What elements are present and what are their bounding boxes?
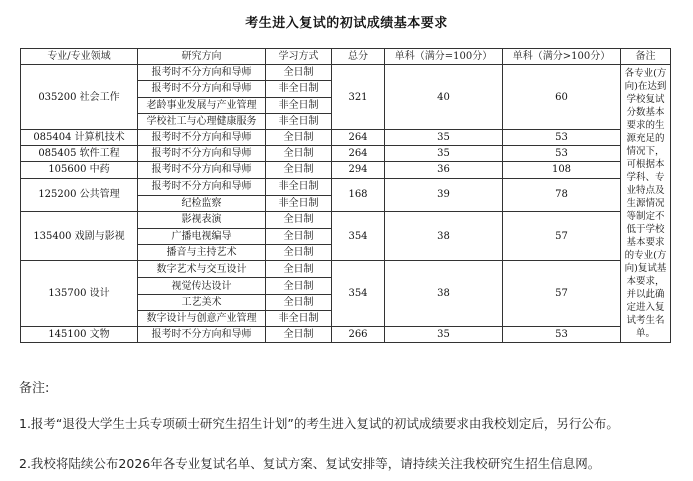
total-score-cell: 264 bbox=[332, 129, 385, 145]
table-header-row bbox=[21, 49, 671, 65]
table-row bbox=[21, 65, 671, 81]
total-score-cell: 354 bbox=[332, 261, 385, 327]
single-100-score-cell: 38 bbox=[385, 261, 503, 327]
requirements-table bbox=[20, 48, 671, 343]
study-mode-cell: 全日制 bbox=[266, 146, 332, 162]
major-cell: 145100 文物 bbox=[21, 327, 138, 343]
single-100-score-cell: 36 bbox=[385, 162, 503, 178]
single-over-100-score-cell: 57 bbox=[503, 261, 621, 327]
study-mode-cell: 全日制 bbox=[266, 278, 332, 294]
direction-cell: 数字设计与创意产业管理 bbox=[138, 310, 266, 326]
remark-cell: 各专业(方向)在达到学校复试分数基本要求的生源充足的情况下，可根据本学科、专业特点及生源情况等制定不低于学校基本要求的专业(方向)复试基本要求，并以此确定进入复试考生名单。 bbox=[621, 65, 671, 343]
direction-cell: 报考时不分方向和导师 bbox=[138, 162, 266, 178]
direction-cell: 报考时不分方向和导师 bbox=[138, 65, 266, 81]
notes-heading: 备注: bbox=[19, 381, 50, 396]
single-over-100-score-cell: 53 bbox=[503, 129, 621, 145]
note-2: 2.我校将陆续公布2026年各专业复试名单、复试方案、复试安排等，请持续关注我校研究生招生信息网。 bbox=[19, 456, 601, 471]
col-header-major: 专业/专业领域 bbox=[21, 49, 138, 65]
direction-cell: 工艺美术 bbox=[138, 294, 266, 310]
page-title: 考生进入复试的初试成绩基本要求 bbox=[245, 16, 448, 31]
study-mode-cell: 非全日制 bbox=[266, 195, 332, 211]
col-header-study-mode: 学习方式 bbox=[266, 49, 332, 65]
direction-cell: 报考时不分方向和导师 bbox=[138, 81, 266, 97]
col-header-remark: 备注 bbox=[621, 49, 671, 65]
total-score-cell: 266 bbox=[332, 327, 385, 343]
major-cell: 105600 中药 bbox=[21, 162, 138, 178]
single-over-100-score-cell: 57 bbox=[503, 211, 621, 261]
table-row bbox=[21, 129, 671, 145]
single-over-100-score-cell: 53 bbox=[503, 327, 621, 343]
direction-cell: 影视表演 bbox=[138, 211, 266, 228]
study-mode-cell: 全日制 bbox=[266, 294, 332, 310]
col-header-single-over-100: 单科（满分>100分） bbox=[503, 49, 621, 65]
total-score-cell: 294 bbox=[332, 162, 385, 178]
study-mode-cell: 非全日制 bbox=[266, 81, 332, 97]
study-mode-cell: 非全日制 bbox=[266, 310, 332, 326]
col-header-total: 总分 bbox=[332, 49, 385, 65]
direction-cell: 报考时不分方向和导师 bbox=[138, 146, 266, 162]
major-cell: 135400 戏剧与影视 bbox=[21, 211, 138, 261]
single-over-100-score-cell: 78 bbox=[503, 178, 621, 211]
single-100-score-cell: 35 bbox=[385, 146, 503, 162]
direction-cell: 纪检监察 bbox=[138, 195, 266, 211]
major-cell: 125200 公共管理 bbox=[21, 178, 138, 211]
study-mode-cell: 全日制 bbox=[266, 211, 332, 228]
note-1: 1.报考“退役大学生士兵专项硕士研究生招生计划”的考生进入复试的初试成绩要求由我校划定后，另行公布。 bbox=[19, 416, 619, 431]
direction-cell: 广播电视编导 bbox=[138, 228, 266, 244]
study-mode-cell: 全日制 bbox=[266, 245, 332, 261]
study-mode-cell: 全日制 bbox=[266, 129, 332, 145]
single-100-score-cell: 35 bbox=[385, 327, 503, 343]
total-score-cell: 354 bbox=[332, 211, 385, 261]
single-100-score-cell: 35 bbox=[385, 129, 503, 145]
single-over-100-score-cell: 60 bbox=[503, 65, 621, 130]
table-row bbox=[21, 327, 671, 343]
study-mode-cell: 全日制 bbox=[266, 162, 332, 178]
col-header-direction: 研究方向 bbox=[138, 49, 266, 65]
table-row bbox=[21, 261, 671, 278]
direction-cell: 播音与主持艺术 bbox=[138, 245, 266, 261]
total-score-cell: 264 bbox=[332, 146, 385, 162]
direction-cell: 报考时不分方向和导师 bbox=[138, 327, 266, 343]
major-cell: 085405 软件工程 bbox=[21, 146, 138, 162]
major-cell: 085404 计算机技术 bbox=[21, 129, 138, 145]
direction-cell: 数字艺术与交互设计 bbox=[138, 261, 266, 278]
table-row bbox=[21, 162, 671, 178]
single-over-100-score-cell: 108 bbox=[503, 162, 621, 178]
table-row bbox=[21, 178, 671, 195]
study-mode-cell: 全日制 bbox=[266, 261, 332, 278]
direction-cell: 学校社工与心理健康服务 bbox=[138, 113, 266, 129]
direction-cell: 报考时不分方向和导师 bbox=[138, 129, 266, 145]
major-cell: 035200 社会工作 bbox=[21, 65, 138, 130]
study-mode-cell: 非全日制 bbox=[266, 97, 332, 113]
study-mode-cell: 非全日制 bbox=[266, 178, 332, 195]
table-row bbox=[21, 211, 671, 228]
total-score-cell: 321 bbox=[332, 65, 385, 130]
study-mode-cell: 全日制 bbox=[266, 327, 332, 343]
study-mode-cell: 全日制 bbox=[266, 228, 332, 244]
single-100-score-cell: 40 bbox=[385, 65, 503, 130]
direction-cell: 报考时不分方向和导师 bbox=[138, 178, 266, 195]
single-over-100-score-cell: 53 bbox=[503, 146, 621, 162]
total-score-cell: 168 bbox=[332, 178, 385, 211]
col-header-single-100: 单科（满分=100分） bbox=[385, 49, 503, 65]
direction-cell: 老龄事业发展与产业管理 bbox=[138, 97, 266, 113]
direction-cell: 视觉传达设计 bbox=[138, 278, 266, 294]
single-100-score-cell: 39 bbox=[385, 178, 503, 211]
single-100-score-cell: 38 bbox=[385, 211, 503, 261]
major-cell: 135700 设计 bbox=[21, 261, 138, 327]
study-mode-cell: 非全日制 bbox=[266, 113, 332, 129]
table-row bbox=[21, 146, 671, 162]
study-mode-cell: 全日制 bbox=[266, 65, 332, 81]
